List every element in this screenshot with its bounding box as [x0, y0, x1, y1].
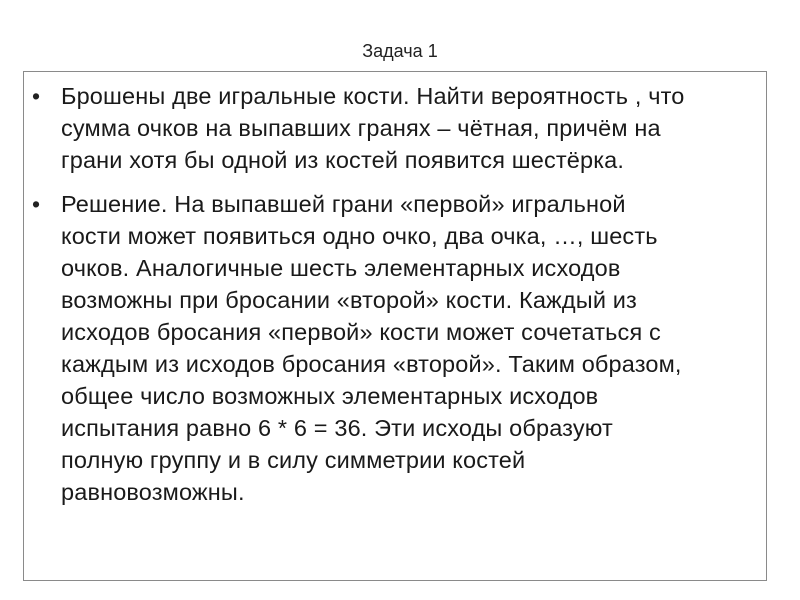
solution-line: каждым из исходов бросания «второй». Таким образом,: [61, 351, 682, 377]
solution-line: общее число возможных элементарных исходов: [61, 383, 599, 409]
solution-line: исходов бросания «первой» кости может сочетаться с: [61, 319, 661, 345]
solution-line: возможны при бросании «второй» кости. Каждый из: [61, 287, 637, 313]
solution-line: кости может появиться одно очко, два очка, …, шесть: [61, 223, 658, 249]
bullet-item-problem: [24, 80, 768, 176]
solution-line: очков. Аналогичные шесть элементарных исходов: [61, 255, 621, 281]
bullet-dot-icon: •: [32, 191, 41, 217]
solution-line: равновозможны.: [61, 479, 245, 505]
slide-title: Задача 1: [362, 41, 438, 61]
problem-line: сумма очков на выпавших гранях – чётная, причём на: [61, 115, 661, 141]
content-box: [23, 71, 767, 581]
bullet-item-solution: [24, 188, 768, 508]
solution-line: испытания равно 6 * 6 = 36. Эти исходы образуют: [61, 415, 613, 441]
solution-line: Решение. На выпавшей грани «первой» игральной: [61, 191, 626, 217]
problem-line: Брошены две игральные кости. Найти вероятность , что: [61, 83, 685, 109]
solution-line: полную группу и в силу симметрии костей: [61, 447, 526, 473]
problem-line: грани хотя бы одной из костей появится шестёрка.: [61, 147, 625, 173]
bullet-dot-icon: •: [32, 83, 41, 109]
bullet-list: [24, 80, 768, 508]
